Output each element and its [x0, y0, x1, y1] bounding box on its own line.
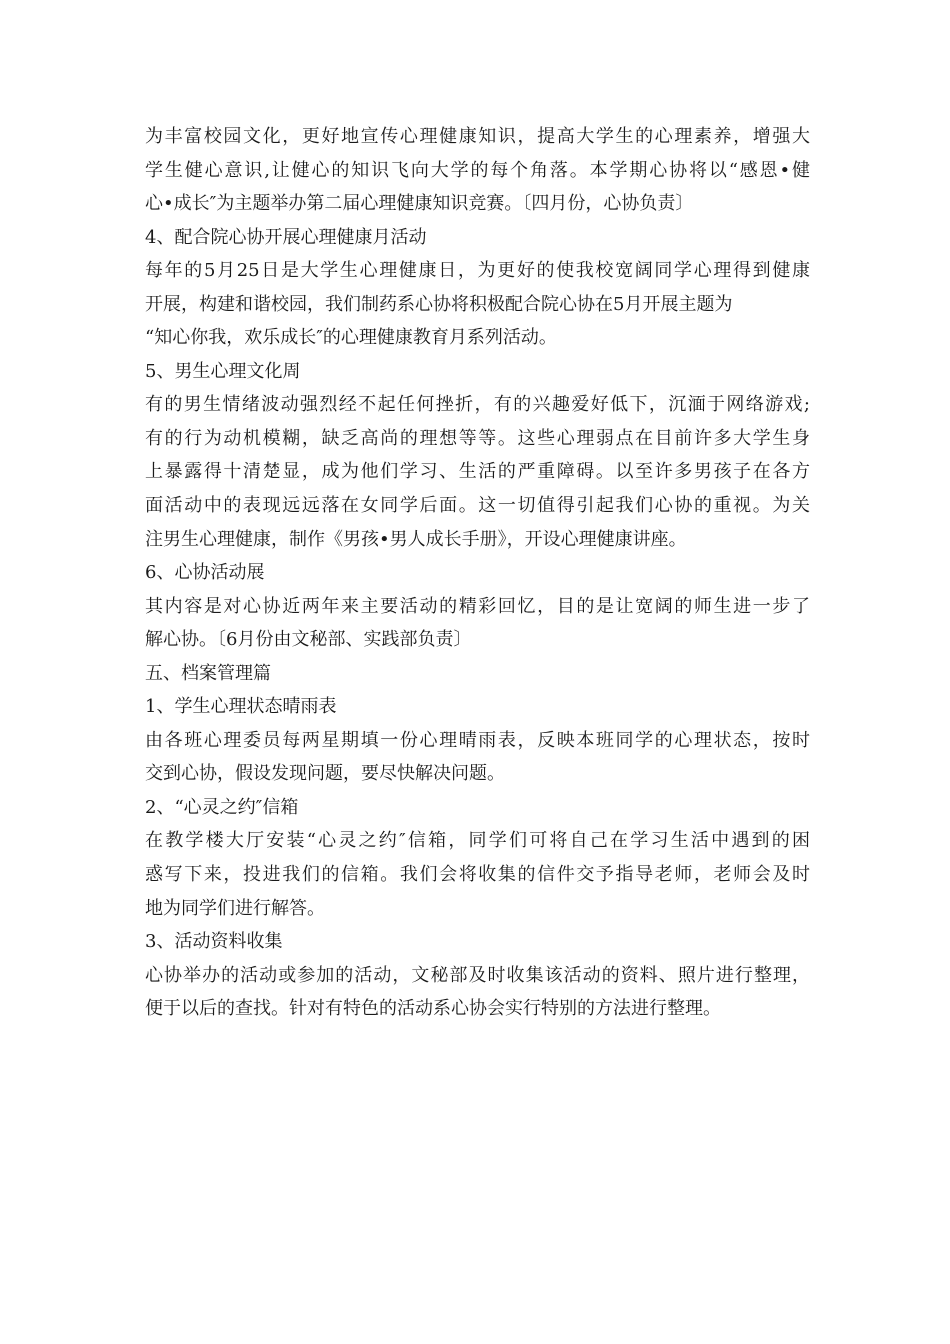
section-heading: 5、男生心理文化周 [145, 360, 301, 382]
text-line: 面活动中的表现远远落在女同学后面。这一切值得引起我们心协的重视。为关 [145, 495, 810, 517]
text-line: 开展，构建和谐校园，我们制药系心协将积极配合院心协在5月开展主题为 [145, 293, 733, 315]
text-line: 在教学楼大厅安装“心灵之约″信箱，同学们可将自己在学习生活中遇到的困 [145, 830, 810, 852]
text-line: 惑写下来，投进我们的信箱。我们会将收集的信件交予指导老师，老师会及时 [145, 864, 810, 886]
text-line: 注男生心理健康，制作《男孩•男人成长手册》，开设心理健康讲座。 [145, 528, 687, 550]
text-line: “知心你我，欢乐成长″的心理健康教育月系列活动。 [145, 327, 557, 349]
text-line: 由各班心理委员每两星期填一份心理晴雨表，反映本班同学的心理状态，按时 [145, 729, 810, 751]
text-line: 为丰富校园文化，更好地宣传心理健康知识，提高大学生的心理素养，增强大 [145, 126, 810, 147]
text-line: 心•成长″为主题举办第二届心理健康知识竞赛。〔四月份，心协负责〕 [145, 193, 694, 215]
section-heading: 1、学生心理状态晴雨表 [145, 696, 337, 718]
section-heading: 4、配合院心协开展心理健康月活动 [145, 226, 427, 248]
document-body [145, 120, 810, 1026]
text-line: 其内容是对心协近两年来主要活动的精彩回忆，目的是让宽阔的师生进一步了 [145, 595, 810, 617]
text-line: 交到心协，假设发现问题，要尽快解决问题。 [145, 763, 505, 785]
text-line: 便于以后的查找。针对有特色的活动系心协会实行特别的方法进行整理。 [145, 998, 721, 1020]
text-line: 有的行为动机模糊，缺乏高尚的理想等等。这些心理弱点在目前许多大学生身 [145, 427, 810, 449]
section-heading: 3、活动资料收集 [145, 931, 283, 953]
chapter-heading: 五、档案管理篇 [145, 662, 271, 684]
section-heading: 6、心协活动展 [145, 562, 265, 584]
text-line: 学生健心意识,让健心的知识飞向大学的每个角落。本学期心协将以“感恩•健 [145, 159, 810, 181]
text-line: 有的男生情绪波动强烈经不起任何挫折，有的兴趣爱好低下，沉湎于网络游戏; [145, 394, 810, 416]
text-line: 地为同学们进行解答。 [145, 897, 325, 919]
text-line: 心协举办的活动或参加的活动，文秘部及时收集该活动的资料、照片进行整理， [145, 964, 810, 986]
section-heading: 2、“心灵之约″信箱 [145, 796, 299, 818]
text-line: 每年的5月25日是大学生心理健康日，为更好的使我校宽阔同学心理得到健康 [145, 260, 810, 282]
text-line: 解心协。〔6月份由文秘部、实践部负责〕 [145, 629, 472, 651]
text-line: 上暴露得十清楚显，成为他们学习、生活的严重障碍。以至许多男孩子在各方 [145, 461, 810, 483]
